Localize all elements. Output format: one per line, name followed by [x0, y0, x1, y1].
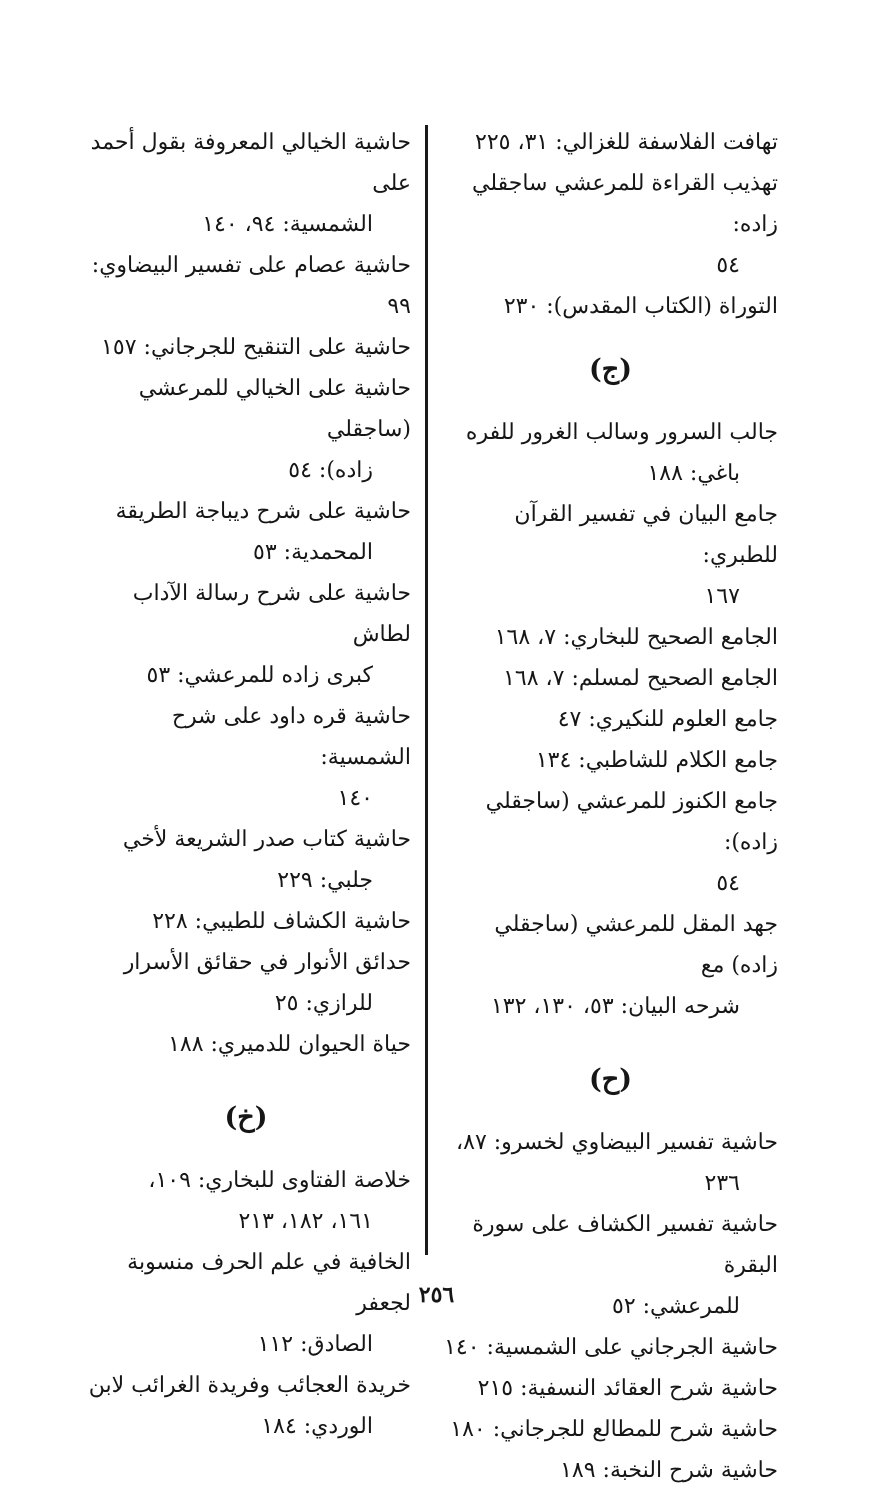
- entry-continuation-line: للرازي: ٢٥: [274, 991, 373, 1016]
- entry-continuation-line: زاده): ٥٤: [288, 458, 373, 483]
- index-entry: [81, 573, 411, 696]
- section-heading-kha: (خ): [224, 1102, 268, 1133]
- index-column-left: [81, 122, 411, 1447]
- index-entry: [81, 1024, 411, 1065]
- entry-title-line: حاشية على التنقيح للجرجاني: ١٥٧: [101, 335, 411, 360]
- index-entry: [443, 286, 778, 327]
- entry-continuation-line: شرحه البيان: ٥٣، ١٣٠، ١٣٢: [490, 994, 740, 1019]
- entry-title-line: حاشية شرح النخبة: ١٨٩: [560, 1458, 778, 1483]
- entry-title-line: جامع البيان في تفسير القرآن للطبري:: [514, 502, 778, 568]
- entry-continuation-line: الشمسية: ٩٤، ١٤٠: [202, 212, 373, 237]
- entry-continuation-line: ٥٤: [716, 871, 740, 896]
- index-entry: [443, 122, 778, 163]
- entry-title-line: حاشية شرح العقائد النسفية: ٢١٥: [477, 1376, 778, 1401]
- index-entry: [81, 1160, 411, 1242]
- index-entry: [443, 740, 778, 781]
- entry-continuation-line: الصادق: ١١٢: [257, 1332, 373, 1357]
- index-entry: [443, 412, 778, 494]
- entry-title-line: الجامع الصحيح لمسلم: ٧، ١٦٨: [503, 666, 778, 691]
- entry-group-jim: [443, 412, 778, 1027]
- entry-continuation-line: ١٦٧: [704, 584, 740, 609]
- index-entry: [443, 699, 778, 740]
- entry-continuation-line: الوردي: ١٨٤: [261, 1414, 373, 1439]
- entry-title-line: حاشية على شرح ديباجة الطريقة: [115, 499, 411, 524]
- index-entry: [443, 1327, 778, 1368]
- entry-title-line: خريدة العجائب وفريدة الغرائب لابن: [88, 1373, 411, 1398]
- index-entry: [443, 494, 778, 617]
- index-entry: [81, 1365, 411, 1447]
- index-entry: [443, 1409, 778, 1450]
- entry-title-line: جامع الكلام للشاطبي: ١٣٤: [535, 748, 778, 773]
- index-entry: [81, 368, 411, 491]
- entry-continuation-line: ١٦١، ١٨٢، ٢١٣: [238, 1209, 373, 1234]
- index-entry: [443, 1122, 778, 1204]
- entry-group-ha-continued: [81, 122, 411, 1065]
- entry-title-line: حاشية تفسير الكشاف على سورة البقرة: [472, 1212, 778, 1278]
- entry-title-line: حاشية شرح للمطالع للجرجاني: ١٨٠: [450, 1417, 778, 1442]
- section-heading-ha: (ح): [589, 1064, 632, 1095]
- entry-title-line: حاشية الخيالي المعروفة بقول أحمد على: [90, 130, 411, 196]
- entry-title-line: تهذيب القراءة للمرعشي ساجقلي زاده:: [471, 171, 778, 237]
- entry-continuation-line: ١٤٠: [337, 786, 373, 811]
- index-entry: [81, 122, 411, 245]
- index-entry: [81, 245, 411, 327]
- entry-continuation-line: باغي: ١٨٨: [647, 461, 740, 486]
- entry-title-line: حياة الحيوان للدميري: ١٨٨: [168, 1032, 411, 1057]
- index-entry: [443, 904, 778, 1027]
- index-entry: [443, 617, 778, 658]
- entry-continuation-line: ٥٤: [716, 253, 740, 278]
- entry-title-line: حاشية تفسير البيضاوي لخسرو: ٨٧،: [456, 1130, 778, 1155]
- section-heading-jim: (ج): [589, 354, 632, 385]
- entry-continuation-line: جلبي: ٢٢٩: [277, 868, 373, 893]
- entry-title-line: حاشية الجرجاني على الشمسية: ١٤٠: [444, 1335, 778, 1360]
- entry-title-line: جالب السرور وسالب الغرور للفره: [465, 420, 778, 445]
- entry-title-line: التوراة (الكتاب المقدس): ٢٣٠: [503, 294, 778, 319]
- entry-continuation-line: المحمدية: ٥٣: [253, 540, 373, 565]
- index-entry: [81, 942, 411, 1024]
- entry-continuation-line: للمرعشي: ٥٢: [612, 1294, 740, 1319]
- entry-title-line: حدائق الأنوار في حقائق الأسرار: [123, 950, 411, 975]
- entry-title-line: الخافية في علم الحرف منسوبة لجعفر: [127, 1250, 411, 1316]
- entry-continuation-line: ٢٣٦: [704, 1171, 740, 1196]
- entry-continuation-line: كبرى زاده للمرعشي: ٥٣: [146, 663, 373, 688]
- index-entry: [443, 1368, 778, 1409]
- entry-title-line: تهافت الفلاسفة للغزالي: ٣١، ٢٢٥: [475, 130, 778, 155]
- entry-title-line: حاشية كتاب صدر الشريعة لأخي: [122, 827, 411, 852]
- index-entry: [443, 1450, 778, 1491]
- index-entry: [81, 696, 411, 819]
- entry-title-line: حاشية عصام على تفسير البيضاوي: ٩٩: [91, 253, 411, 319]
- index-entry: [81, 491, 411, 573]
- entry-group-ta: [443, 122, 778, 327]
- entry-title-line: حاشية على شرح رسالة الآداب لطاش: [132, 581, 411, 647]
- entry-title-line: جامع العلوم للنكيري: ٤٧: [557, 707, 778, 732]
- index-entry: [81, 327, 411, 368]
- index-entry: [443, 658, 778, 699]
- index-entry: [443, 781, 778, 904]
- entry-title-line: حاشية قره داود على شرح الشمسية:: [171, 704, 411, 770]
- entry-title-line: جهد المقل للمرعشي (ساجقلي زاده) مع: [494, 912, 778, 978]
- entry-title-line: حاشية الكشاف للطيبي: ٢٢٨: [152, 909, 411, 934]
- index-entry: [81, 901, 411, 942]
- entry-title-line: جامع الكنوز للمرعشي (ساجقلي زاده):: [485, 789, 778, 855]
- index-entry: [81, 819, 411, 901]
- entry-title-line: الجامع الصحيح للبخاري: ٧، ١٦٨: [494, 625, 778, 650]
- page-number: ٢٥٦: [418, 1282, 455, 1308]
- entry-title-line: خلاصة الفتاوى للبخاري: ١٠٩،: [148, 1168, 411, 1193]
- entry-title-line: حاشية على الخيالي للمرعشي (ساجقلي: [138, 376, 411, 442]
- column-divider: [425, 125, 428, 1255]
- index-entry: [443, 163, 778, 286]
